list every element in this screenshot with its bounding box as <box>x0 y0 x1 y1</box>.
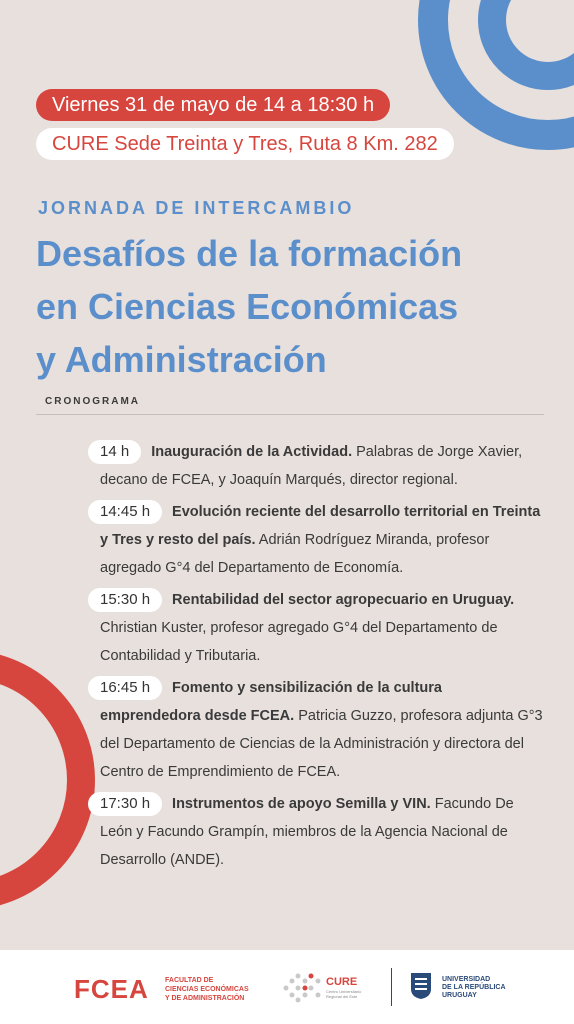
session-title: Rentabilidad del sector agropecuario en Uruguay. <box>172 592 515 608</box>
event-title-line: Desafíos de la formación <box>36 233 463 274</box>
divider <box>36 414 544 415</box>
schedule-item <box>100 498 545 582</box>
fcea-logo: FCEA <box>74 974 149 1004</box>
time-badge: 16:45 h <box>88 676 162 700</box>
schedule-item <box>100 586 545 670</box>
event-title <box>36 227 556 386</box>
schedule-item <box>100 790 545 874</box>
fcea-name <box>165 976 249 1003</box>
session-title: Inauguración de la Actividad. <box>151 444 353 460</box>
footer-separator <box>391 968 392 1006</box>
footer-logos <box>0 950 574 1024</box>
date-time-badge: Viernes 31 de mayo de 14 a 18:30 h <box>36 89 390 121</box>
fcea-name-line: Y DE ADMINISTRACIÓN <box>165 995 245 1002</box>
time-badge: 17:30 h <box>88 792 162 816</box>
udelar-name-line: DE LA REPÚBLICA <box>442 984 506 991</box>
event-title-line: en Ciencias Económicas <box>36 286 459 327</box>
udelar-name-line: URUGUAY <box>442 992 477 999</box>
schedule-heading: CRONOGRAMA <box>45 396 140 407</box>
session-description: Patricia Guzzo, profesora adjunta G°3 del Departamento de Ciencias de la Administración y directora del Centro de Emprendimiento de FCEA. <box>100 708 543 780</box>
schedule-item <box>100 438 545 494</box>
schedule-item <box>100 674 545 786</box>
udelar-name <box>442 976 506 1000</box>
location-badge: CURE Sede Treinta y Tres, Ruta 8 Km. 282 <box>36 128 454 160</box>
session-description: Christian Kuster, profesor agregado G°4 del Departamento de Contabilidad y Tributaria. <box>100 620 498 664</box>
udelar-shield-icon <box>410 972 432 1000</box>
time-badge: 14:45 h <box>88 500 162 524</box>
decorative-red-ring <box>0 650 95 910</box>
udelar-name-line: UNIVERSIDAD <box>442 976 491 983</box>
session-title: Instrumentos de apoyo Semilla y VIN. <box>172 796 431 812</box>
session-description: Facundo De León y Facundo Grampín, miembros de la Agencia Nacional de Desarrollo (ANDE). <box>100 796 514 868</box>
fcea-name-line: CIENCIAS ECONÓMICAS <box>165 986 249 993</box>
fcea-name-line: FACULTAD DE <box>165 977 214 984</box>
session-description: Palabras de Jorge Xavier, decano de FCEA, y Joaquín Marqués, director regional. <box>100 444 523 488</box>
cure-subtitle-line: Regional del Este <box>326 994 358 999</box>
cure-subtitle <box>326 989 361 999</box>
cure-subtitle-line: Centro Universitario <box>326 989 362 994</box>
event-kicker: JORNADA DE INTERCAMBIO <box>38 198 355 218</box>
time-badge: 15:30 h <box>88 588 162 612</box>
cure-logo-text: CURE <box>326 976 358 988</box>
event-title-line: y Administración <box>36 339 327 380</box>
time-badge: 14 h <box>88 440 141 464</box>
session-description: Adrián Rodríguez Miranda, profesor agregado G°4 del Departamento de Economía. <box>100 532 490 576</box>
cure-dots-icon <box>278 968 368 1008</box>
session-title: Fomento y sensibilización de la cultura emprendedora desde FCEA. <box>100 680 442 724</box>
schedule-list <box>100 438 545 878</box>
session-title: Evolución reciente del desarrollo territorial en Treinta y Tres y resto del país. <box>100 504 541 548</box>
